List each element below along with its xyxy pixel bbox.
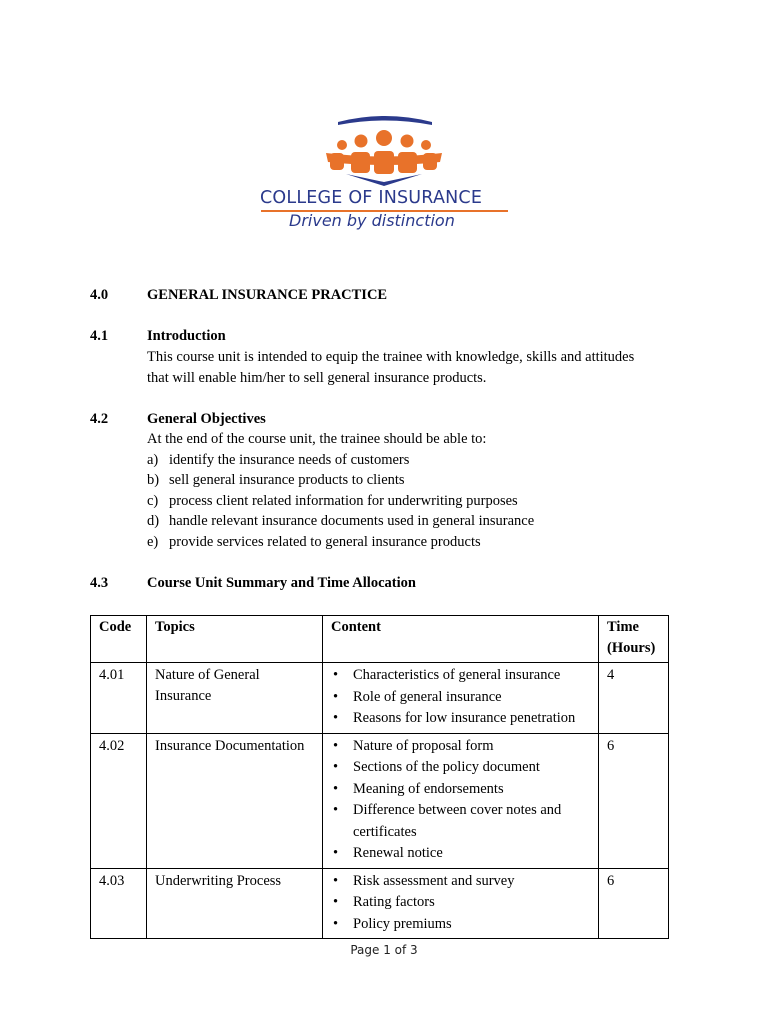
content-item: • Characteristics of general insurance bbox=[331, 665, 592, 687]
summary-title: Course Unit Summary and Time Allocation bbox=[147, 575, 416, 591]
row-content bbox=[323, 868, 599, 939]
objectives-number: 4.2 bbox=[90, 411, 109, 427]
content-item: • Renewal notice bbox=[331, 843, 592, 865]
content-item: • Sections of the policy document bbox=[331, 757, 592, 779]
objective-marker: c) bbox=[147, 493, 159, 509]
table-row bbox=[91, 663, 669, 734]
header-code: Code bbox=[91, 616, 147, 663]
objective-text: sell general insurance products to clients bbox=[169, 472, 405, 488]
content-item: • Policy premiums bbox=[331, 914, 592, 936]
content-item: • Meaning of endorsements bbox=[331, 779, 592, 801]
content-item: • Rating factors bbox=[331, 892, 592, 914]
header-time: Time (Hours) bbox=[599, 616, 669, 663]
objective-item bbox=[147, 493, 518, 510]
logo-tagline: Driven by distinction bbox=[289, 211, 455, 230]
page-number: Page 1 of 3 bbox=[350, 943, 418, 957]
heading-title: GENERAL INSURANCE PRACTICE bbox=[147, 287, 388, 303]
row-topic: Nature of General Insurance bbox=[147, 663, 323, 734]
logo-people-icon bbox=[326, 130, 442, 174]
objective-text: process client related information for underwriting purposes bbox=[169, 493, 518, 509]
summary-number: 4.3 bbox=[90, 575, 109, 591]
objective-item bbox=[147, 452, 409, 469]
row-code: 4.01 bbox=[91, 663, 147, 734]
row-content bbox=[323, 733, 599, 868]
course-unit-table bbox=[90, 615, 669, 939]
header-topics: Topics bbox=[147, 616, 323, 663]
content-item: • Role of general insurance bbox=[331, 687, 592, 709]
objective-item bbox=[147, 534, 481, 551]
objectives-lead: At the end of the course unit, the trainee should be able to: bbox=[147, 431, 487, 447]
objectives-title: General Objectives bbox=[147, 411, 266, 427]
objective-text: handle relevant insurance documents used in general insurance bbox=[169, 513, 535, 529]
intro-line: that will enable him/her to sell general insurance products. bbox=[147, 370, 487, 386]
row-time: 6 bbox=[599, 868, 669, 939]
objective-marker: a) bbox=[147, 452, 159, 468]
content-item: • Reasons for low insurance penetration bbox=[331, 708, 592, 730]
row-time: 4 bbox=[599, 663, 669, 734]
objective-text: provide services related to general insurance products bbox=[169, 534, 481, 550]
logo-wordmark: COLLEGE OF INSURANCE bbox=[260, 188, 483, 208]
objective-item bbox=[147, 472, 405, 489]
objective-text: identify the insurance needs of customers bbox=[169, 452, 410, 468]
row-content bbox=[323, 663, 599, 734]
row-time: 6 bbox=[599, 733, 669, 868]
content-item: • Difference between cover notes and certificates bbox=[331, 800, 592, 843]
row-topic: Underwriting Process bbox=[147, 868, 323, 939]
objective-marker: d) bbox=[147, 513, 160, 529]
objective-marker: e) bbox=[147, 534, 159, 550]
logo-bottom-chevron bbox=[346, 174, 422, 186]
row-code: 4.03 bbox=[91, 868, 147, 939]
content-item: • Risk assessment and survey bbox=[331, 871, 592, 893]
intro-title: Introduction bbox=[147, 328, 226, 344]
objective-marker: b) bbox=[147, 472, 160, 488]
table-row bbox=[91, 868, 669, 939]
content-item: • Nature of proposal form bbox=[331, 736, 592, 758]
intro-line: This course unit is intended to equip the trainee with knowledge, skills and attitudes bbox=[147, 349, 635, 365]
row-code: 4.02 bbox=[91, 733, 147, 868]
row-topic: Insurance Documentation bbox=[147, 733, 323, 868]
intro-number: 4.1 bbox=[90, 328, 109, 344]
table-row bbox=[91, 733, 669, 868]
heading-number: 4.0 bbox=[90, 287, 109, 303]
table-header-row bbox=[91, 616, 669, 663]
objective-item bbox=[147, 513, 534, 530]
logo-top-arc bbox=[338, 116, 432, 125]
header-content: Content bbox=[323, 616, 599, 663]
